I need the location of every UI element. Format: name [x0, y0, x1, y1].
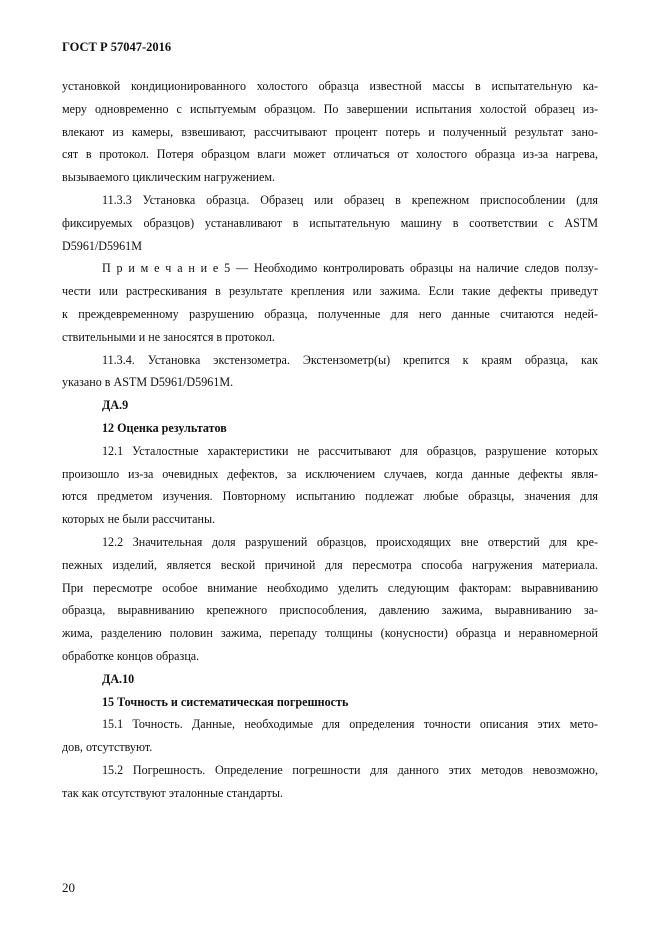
section-heading: ДА.9: [102, 398, 129, 413]
text-line: ствительными и не заносятся в протокол.: [62, 329, 275, 344]
text-line: 15.2 Погрешность. Определение погрешности для данного этих методов невозможно,: [102, 762, 598, 777]
section-heading: 15 Точность и систематическая погрешность: [102, 694, 349, 709]
document-header: ГОСТ Р 57047-2016: [62, 40, 172, 54]
section-heading: ДА.10: [102, 671, 135, 686]
text-line: образца, выравниванию крепежного приспособления, давлению зажима, выравниванию за-: [62, 603, 598, 618]
text-line: жима, разделению половин зажима, перепаду толщины (конусности) образца и неравномерной: [62, 626, 598, 641]
text-line: к преждевременному разрушению образца, полученные для него данные считаются недей-: [62, 306, 598, 321]
text-line: 11.3.4. Установка экстензометра. Экстензометр(ы) крепится к краям образца, как: [102, 352, 598, 367]
text-line: 15.1 Точность. Данные, необходимые для определения точности описания этих мето-: [102, 717, 598, 732]
page-number: 20: [62, 880, 75, 895]
text-line: фиксируемых образцов) устанавливают в испытательную машину в соответствии с ASTM: [62, 215, 598, 230]
text-line: сят в протокол. Потеря образцом влаги может отличаться от холостого образца из-за нагрева,: [62, 147, 598, 162]
text-line: пежных изделий, является веской причиной для пересмотра способа нагружения материала.: [62, 557, 598, 572]
document-body: [62, 75, 598, 805]
text-line: обработке концов образца.: [62, 648, 200, 663]
text-line: П р и м е ч а н и е 5 — Необходимо контролировать образцы на наличие следов ползу-: [102, 261, 598, 276]
text-line: 12.2 Значительная доля разрушений образцов, происходящих вне отверстий для кре-: [102, 534, 598, 549]
text-line: вызываемого циклическим нагружением.: [62, 170, 276, 185]
section-heading: 12 Оценка результатов: [102, 420, 227, 435]
text-line: чести или растрескивания в результате крепления или зажима. Если такие дефекты приведут: [62, 284, 598, 299]
text-line: 12.1 Усталостные характеристики не рассчитывают для образцов, разрушение которых: [102, 443, 598, 458]
text-line: дов, отсутствуют.: [62, 740, 153, 755]
text-line: ются предметом изучения. Повторному испытанию подлежат любые образцы, значения для: [62, 489, 598, 504]
text-line: D5961/D5961M: [62, 238, 142, 253]
text-line: влекают из камеры, взвешивают, рассчитывают процент потерь и полученный результат зано-: [62, 124, 598, 139]
text-line: меру одновременно с испытуемым образцом. По завершении испытания холостой образец из-: [62, 101, 598, 116]
text-line: которых не были рассчитаны.: [62, 512, 216, 527]
text-line: 11.3.3 Установка образца. Образец или образец в крепежном приспособлении (для: [102, 192, 598, 207]
text-line: так как отсутствуют эталонные стандарты.: [62, 785, 283, 800]
text-line: При пересмотре особое внимание необходимо уделить следующим факторам: выравниванию: [62, 580, 598, 595]
text-line: указано в ASTM D5961/D5961M.: [62, 375, 234, 390]
text-line: установкой кондиционированного холостого образца известной массы в испытательную ка-: [62, 79, 598, 93]
text-line: произошло из-за очевидных дефектов, за исключением случаев, когда данные дефекты явля-: [62, 466, 598, 481]
